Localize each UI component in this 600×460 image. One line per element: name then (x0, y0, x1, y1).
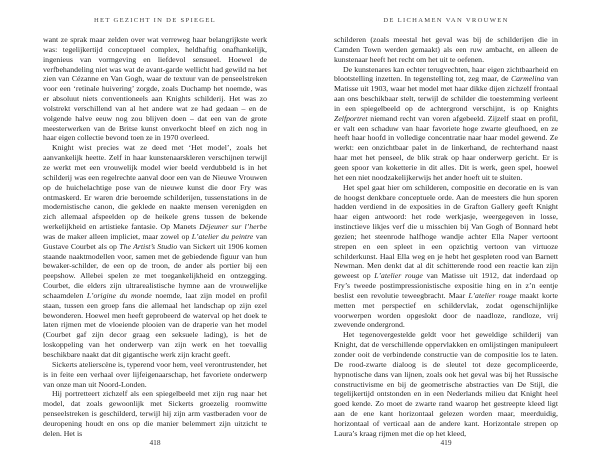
paragraph: want ze sprak maar zelden over wat verreweg haar belangrijkste werk was: tegelijkertijd conceptueel complex, heldhaftig onafhankelijk, ingenieus van vormgeving en liefdevol sensueel. Hoewel de verfbehandeling niet was wat de avant-garde wellicht had gewild na het zien van Cézanne en Van Gogh, waar de textuur van de penseelstreken voor een ‘retinale huivering’ zorgde, zoals Duchamp het noemde, was er absoluut niets conventioneels aan Knights schilderij. Het was zo volstrekt verschillend van al het andere wat ze had gedaan – en de volgende halve eeuw nog zou blijven doen – dat een van de grote meesterwerken van de Britse kunst onverkocht bleef en zich nog in haar eigen collectie bevond toen ze in 1970 overleed. (43, 35, 267, 143)
page-right (334, 0, 558, 460)
paragraph: Hij portretteert zichzelf als een spiegelbeeld met zijn rug naar het model, dat zoals gewoonlijk met Sickerts groezelig roomwitte penseelstreken is geschilderd, terwijl hij zijn arm vastberaden voor de deuropening houdt en ons op die manier belemmert zijn uitzicht te delen. Het is (43, 389, 267, 438)
left-page-number: 418 (149, 438, 161, 447)
left-page-body (43, 35, 267, 439)
paragraph: schilderen (zoals meestal het geval was bij de schilderijen die in Camden Town werden gemaakt) als een ruw ambacht, en alleen de kunstenaar heeft het recht om het uit te oefenen. (334, 35, 558, 64)
paragraph: De kunstenares kan echter terugvechten, haar eigen zichtbaarheid en blootstelling inzetten. In tegenstelling tot, zeg maar, de Carmelina van Matisse uit 1903, waar het model met haar dikke dijen zichzelf frontaal aan ons beschikbaar stelt, terwijl de schilder die toestemming verleent in een spiegelbeeld op de achtergrond verschijnt, is op Knights Zelfportret niemand recht van voren afgebeeld. Zijzelf staat en profil, er valt een schaduw van haar favoriete hoge zwarte gleufhoed, en ze heeft haar hoofd in volledige concentratie naar haar model gewend. Ze werkt: een onzichtbaar palet in de linkerhand, de rechterhand naast haar met het penseel, de blik strak op haar onderwerp gericht. Er is geen spoor van koketterie in dit alles. Dit is werk, geen spel, hoewel het een niet noodzakelijkerwijs het ander hoeft uit te sluiten. (334, 64, 558, 182)
right-page-number: 419 (440, 438, 452, 447)
left-running-header: HET GEZICHT IN DE SPIEGEL (94, 17, 216, 24)
page-left (43, 0, 267, 460)
right-page-body (334, 35, 558, 439)
paragraph: Het spel gaat hier om schilderen, compositie en decoratie en is van de hoogst denkbare conceptuele orde. Aan de meesters die hun sporen hadden verdiend in de exposities in de Grafton Gallery geeft Knight haar eigen antwoord: het rode werkjasje, weergegeven in losse, instinctieve likjes verf die u misschien bij Van Gogh of Bonnard hebt gezien; het steenrode halfhoge wandje achter Ella Naper vertoont strepen en een spleet in een opzichtig vertoon van virtuoze schilderkunst. Haal Ella weg en je hebt het gespleten rood van Barnett Newman. Men denkt dat al dit schitterende rood een reactie kan zijn geweest op L’atelier rouge van Matisse uit 1912, dat inderdaad op Fry’s tweede postimpressionistische expositie hing en in z’n eentje beslist een revolutie teweegbracht. Maar L’atelier rouge maakt korte metten met perspectief en schildervlak, zodat ogenschijnlijke voorwerpen worden opgeslokt door de naadloze, randloze, vrij zwevende ondergrond. (334, 182, 558, 330)
paragraph: Knight wist precies wat ze deed met ‘Het model’, zoals het aanvankelijk heette. Zelf in haar kunstenaarskleren verschijnen terwijl ze werkt met een vrouwelijk model wier beeld verdubbeld is in het schilderij was een regelrechte aanval door een van de Nieuwe Vrouwen op de huichelachtige pose van de nieuwe kunst die door Fry was ontmaskerd. Er waren drie beroemde schilderijen, tussenstations in de modernistische canon, die geklede en naakte mensen verenigden en zich allemaal afspeelden op de heikele grens tussen de bekende werkelijkheid en artistieke fantasie. Op Manets Déjeuner sur l’herbe was de maker alleen impliciet, maar zowel op L’atelier du peintre van Gustave Courbet als op The Artist’s Studio van Sickert uit 1906 komen staande naaktmodellen voor, samen met de gebiedende figuur van hun bewaker-schilder, de een op de troon, de ander als portier bij een peepshow. Allebei spelen ze met toegankelijkheid en ontzegging. Courbet, die elders zijn ultrarealistische hymne aan de vrouwelijke schaamdelen L’origine du monde noemde, laat zijn model en profil staan, tussen een groep fans die allemaal het landschap op zijn ezel bewonderen. Hoewel men heeft geprobeerd de waterval op het doek te laten rijmen met de vloeiende plooien van de draperie van het model (Courbet gaf zijn decor graag een seksuele lading), is het de loskoppeling van het onderwerp van zijn werk en het toevallig beschikbare naakt dat dit gigantische werk zijn kracht geeft. (43, 143, 267, 359)
paragraph: Sickerts atelierscène is, typerend voor hem, veel verontrustender, het is in feite een verhaal over lijfeigenaarschap, het favoriete onderwerp van onze man uit Noord-Londen. (43, 359, 267, 389)
right-running-header: DE LICHAMEN VAN VROUWEN (383, 17, 509, 24)
paragraph: Het tegenovergestelde geldt voor het geweldige schilderij van Knight, dat de verschillende oppervlakken en omlijstingen manipuleert zonder ooit de verbindende constructie van de compositie los te laten. De rood-zwarte dialoog is de sleutel tot deze gecompliceerde, hypnotische dans van lijnen, zoals ook het geval was bij het Russische constructivisme en bij de geometrische abstracties van De Stijl, die tegelijkertijd ontstonden en in een Nederlands milieu dat Knight heel goed kende. Zo moet de zwarte rand waarop het gestreepte kleed ligt aan de ene kant horizontaal gelezen worden maar, meerduidig, horizontaal of verticaal aan de andere kant. Horizontale strepen op Laura’s kraag rijmen met die op het kleed, (334, 330, 558, 438)
